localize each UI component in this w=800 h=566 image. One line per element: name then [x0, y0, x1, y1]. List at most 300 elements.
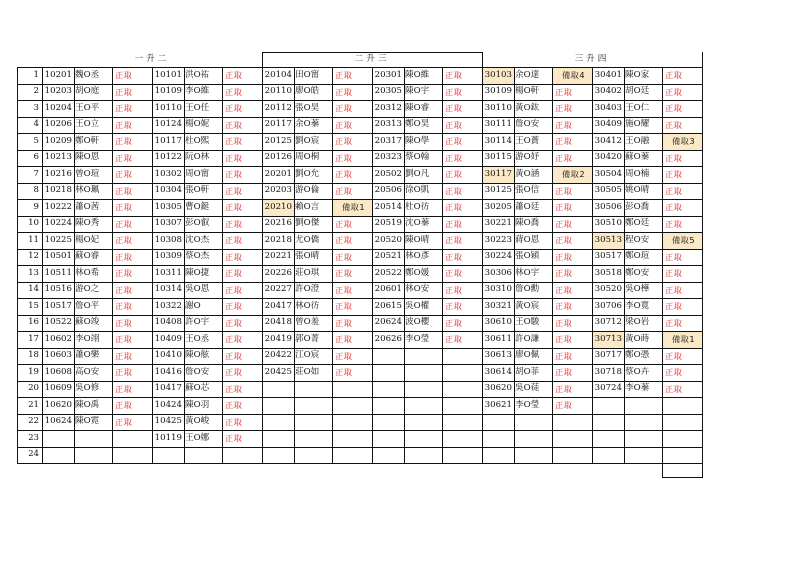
student-name: 林O彥: [405, 251, 430, 262]
row-number: 20: [28, 383, 39, 394]
student-name: 楊O妮: [185, 119, 210, 130]
student-id: 30506: [594, 201, 622, 212]
student-name: 陳O維: [405, 69, 430, 80]
student-id: 10609: [44, 383, 72, 394]
admitted-status: 正取: [445, 185, 463, 196]
student-id: 10511: [44, 267, 72, 278]
admitted-status: 正取: [115, 334, 133, 345]
student-name: 鄭O廷: [625, 218, 650, 229]
student-id: 20313: [374, 119, 402, 130]
grid-line: [482, 52, 483, 68]
student-name: 陳O睿: [405, 102, 430, 113]
student-name: 施O耀: [625, 119, 650, 130]
student-name: 姚O晴: [625, 185, 650, 196]
student-name: 余O蓁: [295, 119, 320, 130]
admitted-status: 正取: [445, 317, 463, 328]
student-name: 謝O: [185, 300, 201, 311]
admitted-status: 正取: [665, 383, 683, 394]
reserve-status: 備取1: [332, 199, 372, 216]
reserve-status: 備取2: [552, 166, 592, 183]
student-id: 30205: [484, 201, 512, 212]
student-name: 黃O峻: [185, 416, 210, 427]
admitted-status: 正取: [335, 169, 353, 180]
student-name: 王O任: [185, 102, 210, 113]
row-number: 13: [28, 267, 39, 278]
student-name: 張O軒: [185, 185, 210, 196]
admitted-status: 正取: [115, 317, 133, 328]
student-name: 蕭O樂: [75, 350, 100, 361]
student-id: 10322: [154, 300, 182, 311]
student-id: 30724: [594, 383, 622, 394]
row-number: 4: [33, 119, 39, 130]
student-name: 詹O勳: [515, 284, 540, 295]
admitted-status: 正取: [225, 235, 243, 246]
student-name: 陳O恩: [75, 152, 100, 163]
grid-line: [372, 67, 373, 464]
student-name: 蘇O芯: [185, 383, 210, 394]
student-name: 李O瑩: [515, 399, 540, 410]
student-name: 陳O霓: [75, 416, 100, 427]
student-name: 杜O熙: [185, 135, 210, 146]
student-id: 10203: [44, 86, 72, 97]
student-name: 張O昊: [295, 102, 320, 113]
row-number: 8: [33, 185, 39, 196]
row-number: 17: [28, 333, 39, 344]
admitted-status: 正取: [225, 185, 243, 196]
admitted-status: 正取: [335, 350, 353, 361]
admitted-status: 正取: [225, 202, 243, 213]
row-number: 15: [28, 300, 39, 311]
student-name: 黃O涵: [515, 168, 540, 179]
admitted-status: 正取: [115, 284, 133, 295]
grid-line: [17, 199, 703, 200]
student-name: 曹O鋌: [185, 201, 210, 212]
admitted-status: 正取: [445, 284, 463, 295]
student-id: 30224: [484, 251, 512, 262]
student-id: 10204: [44, 102, 72, 113]
student-name: 周O楠: [625, 168, 650, 179]
student-id: 20626: [374, 333, 402, 344]
admitted-status: 正取: [445, 268, 463, 279]
student-name: 鄭O憑: [625, 350, 650, 361]
admitted-status: 正取: [225, 251, 243, 262]
student-id: 10117: [154, 135, 182, 146]
row-number: 21: [28, 399, 39, 410]
student-id: 10304: [154, 185, 182, 196]
row-number: 12: [28, 251, 39, 262]
student-name: 陳O禹: [75, 399, 100, 410]
student-id: 10302: [154, 168, 182, 179]
student-name: 王O立: [75, 119, 100, 130]
student-id: 10216: [44, 168, 72, 179]
student-id: 30517: [594, 251, 622, 262]
admitted-status: 正取: [335, 251, 353, 262]
admitted-status: 正取: [445, 251, 463, 262]
student-name: 郭O菁: [295, 333, 320, 344]
student-name: 陳O學: [405, 135, 430, 146]
reserve-status: 備取3: [662, 133, 702, 150]
student-name: 王O平: [75, 102, 100, 113]
student-id: 30321: [484, 300, 512, 311]
student-id: 20519: [374, 218, 402, 229]
grid-line: [17, 430, 703, 431]
admitted-status: 正取: [335, 185, 353, 196]
admitted-status: 正取: [225, 152, 243, 163]
student-id: 30420: [594, 152, 622, 163]
student-id: 20425: [264, 366, 292, 377]
student-id: 20110: [264, 86, 292, 97]
student-id: 10101: [154, 69, 182, 80]
admitted-status: 正取: [335, 119, 353, 130]
admitted-status: 正取: [445, 86, 463, 97]
student-id: 30115: [484, 152, 512, 163]
student-id: 30614: [484, 366, 512, 377]
student-id: 20305: [374, 86, 402, 97]
student-id: 20221: [264, 251, 292, 262]
student-id: 10109: [154, 86, 182, 97]
student-id: 30505: [594, 185, 622, 196]
student-id: 30504: [594, 168, 622, 179]
grid-line: [17, 216, 703, 217]
student-name: 吳O權: [405, 300, 430, 311]
student-name: 陳O秀: [75, 218, 100, 229]
admitted-status: 正取: [225, 367, 243, 378]
student-id: 20201: [264, 168, 292, 179]
enrollment-sheet: [17, 52, 712, 482]
student-id: 20226: [264, 267, 292, 278]
grid-line: [17, 249, 703, 250]
student-name: 陳O喬: [515, 218, 540, 229]
student-name: 楊O妃: [75, 234, 100, 245]
student-name: 杜O彷: [405, 201, 430, 212]
student-id: 10501: [44, 251, 72, 262]
student-name: 劉O傑: [295, 218, 320, 229]
student-name: 江O宸: [295, 350, 320, 361]
student-id: 20418: [264, 317, 292, 328]
admitted-status: 正取: [665, 251, 683, 262]
student-id: 10311: [154, 267, 182, 278]
admitted-status: 正取: [115, 251, 133, 262]
student-id: 30706: [594, 300, 622, 311]
grid-line: [662, 463, 663, 478]
grid-line: [17, 133, 703, 134]
student-id: 30610: [484, 317, 512, 328]
grid-line: [222, 67, 223, 464]
row-number: 22: [28, 416, 39, 427]
row-number: 2: [33, 86, 39, 97]
student-name: 詹O安: [185, 366, 210, 377]
reserve-status: 備取5: [662, 232, 702, 249]
student-id: 10218: [44, 185, 72, 196]
student-id: 20104: [264, 69, 292, 80]
student-name: 田O甯: [295, 69, 320, 80]
admitted-status: 正取: [115, 86, 133, 97]
student-id: 10608: [44, 366, 72, 377]
student-name: 林O宇: [515, 267, 540, 278]
student-id: 30117: [482, 166, 514, 183]
student-id: 20203: [264, 185, 292, 196]
admitted-status: 正取: [225, 317, 243, 328]
grid-line: [17, 67, 703, 68]
student-id: 10417: [154, 383, 182, 394]
admitted-status: 正取: [445, 70, 463, 81]
admitted-status: 正取: [555, 185, 573, 196]
student-name: 王O融: [625, 135, 650, 146]
student-name: 王O丞: [185, 333, 210, 344]
grid-line: [17, 67, 18, 464]
student-name: 蕭O廷: [515, 201, 540, 212]
student-name: 劉O宸: [295, 135, 320, 146]
student-id: 30718: [594, 366, 622, 377]
student-id: 20506: [374, 185, 402, 196]
row-number: 16: [28, 317, 39, 328]
student-name: 林O彷: [295, 300, 320, 311]
student-name: 梁O岩: [625, 317, 650, 328]
student-id: 20117: [264, 119, 292, 130]
admitted-status: 正取: [335, 301, 353, 312]
grid-line: [17, 183, 703, 184]
student-name: 李O蓁: [625, 383, 650, 394]
admitted-status: 正取: [115, 350, 133, 361]
student-id: 30306: [484, 267, 512, 278]
student-name: 廖O佩: [515, 350, 540, 361]
admitted-status: 正取: [555, 268, 573, 279]
grid-line: [17, 364, 703, 365]
section-title: 二升三: [354, 54, 390, 65]
student-name: 黃O宸: [515, 300, 540, 311]
row-number: 23: [28, 432, 39, 443]
student-name: 鄭O軒: [75, 135, 100, 146]
student-name: 曾O羞: [295, 317, 320, 328]
row-number: 14: [28, 284, 39, 295]
admitted-status: 正取: [665, 284, 683, 295]
admitted-status: 正取: [665, 103, 683, 114]
admitted-status: 正取: [665, 119, 683, 130]
student-name: 游O妤: [515, 152, 540, 163]
student-id: 10416: [154, 366, 182, 377]
student-name: 李O翊: [75, 333, 100, 344]
student-id: 30109: [484, 86, 512, 97]
admitted-status: 正取: [665, 367, 683, 378]
admitted-status: 正取: [335, 367, 353, 378]
admitted-status: 正取: [665, 218, 683, 229]
student-name: 蔡O杰: [185, 251, 210, 262]
admitted-status: 正取: [665, 152, 683, 163]
student-id: 20301: [374, 69, 402, 80]
admitted-status: 正取: [115, 152, 133, 163]
admitted-status: 正取: [225, 334, 243, 345]
grid-line: [112, 67, 113, 464]
admitted-status: 正取: [225, 169, 243, 180]
row-number: 7: [33, 168, 39, 179]
student-id: 10602: [44, 333, 72, 344]
admitted-status: 正取: [115, 103, 133, 114]
student-name: 張O信: [515, 185, 540, 196]
grid-line: [17, 100, 703, 101]
grid-line: [662, 477, 703, 478]
grid-line: [17, 150, 703, 151]
grid-line: [514, 67, 515, 464]
student-name: 陳O晴: [405, 234, 430, 245]
student-name: 鄭O昊: [405, 119, 430, 130]
student-id: 30717: [594, 350, 622, 361]
student-id: 30110: [484, 102, 512, 113]
student-name: 程O安: [625, 234, 650, 245]
grid-line: [17, 463, 703, 464]
admitted-status: 正取: [665, 317, 683, 328]
admitted-status: 正取: [115, 268, 133, 279]
admitted-status: 正取: [225, 86, 243, 97]
student-name: 鄭O媛: [405, 267, 430, 278]
student-id: 20323: [374, 152, 402, 163]
row-number: 18: [28, 350, 39, 361]
admitted-status: 正取: [225, 70, 243, 81]
grid-line: [17, 84, 703, 85]
grid-line: [17, 117, 703, 118]
admitted-status: 正取: [115, 136, 133, 147]
student-name: 阮O林: [185, 152, 210, 163]
student-name: 黃O鈜: [515, 102, 540, 113]
grid-line: [17, 282, 703, 283]
student-name: 許O澄: [295, 284, 320, 295]
admitted-status: 正取: [445, 301, 463, 312]
student-id: 30310: [484, 284, 512, 295]
grid-line: [74, 67, 75, 464]
student-id: 20112: [264, 102, 292, 113]
admitted-status: 正取: [665, 350, 683, 361]
admitted-status: 正取: [335, 136, 353, 147]
section-title: 三升四: [574, 54, 610, 65]
grid-line: [262, 67, 263, 464]
student-name: 莊O琪: [295, 267, 320, 278]
student-name: 蘇O竣: [75, 317, 100, 328]
student-name: 波O櫻: [405, 317, 430, 328]
student-name: 許O謙: [515, 333, 540, 344]
student-name: 詹O平: [75, 300, 100, 311]
grid-line: [152, 67, 153, 464]
admitted-status: 正取: [115, 301, 133, 312]
grid-line: [17, 381, 703, 382]
student-name: 劉O允: [295, 168, 320, 179]
student-name: 王O仁: [625, 102, 650, 113]
student-id: 10516: [44, 284, 72, 295]
student-id: 20227: [264, 284, 292, 295]
grid-line: [262, 52, 263, 68]
grid-line: [184, 67, 185, 464]
grid-line: [17, 447, 703, 448]
student-id: 20502: [374, 168, 402, 179]
admitted-status: 正取: [115, 400, 133, 411]
student-id: 20417: [264, 300, 292, 311]
admitted-status: 正取: [665, 202, 683, 213]
admitted-status: 正取: [555, 367, 573, 378]
admitted-status: 正取: [555, 317, 573, 328]
student-id: 10110: [154, 102, 182, 113]
student-name: 林O珮: [75, 185, 100, 196]
student-name: 胡O廷: [625, 86, 650, 97]
student-id: 10522: [44, 317, 72, 328]
student-id: 20522: [374, 267, 402, 278]
row-number: 9: [33, 201, 39, 212]
student-name: 王O娜: [185, 432, 210, 443]
student-id: 30402: [594, 86, 622, 97]
admitted-status: 正取: [555, 400, 573, 411]
student-id: 10213: [44, 152, 72, 163]
student-name: 蔡O卉: [625, 366, 650, 377]
admitted-status: 正取: [555, 218, 573, 229]
row-number: 1: [33, 69, 39, 80]
student-name: 李O維: [185, 86, 210, 97]
grid-line: [262, 52, 483, 53]
student-id: 10206: [44, 119, 72, 130]
admitted-status: 正取: [445, 202, 463, 213]
admitted-status: 正取: [335, 235, 353, 246]
admitted-status: 正取: [115, 367, 133, 378]
admitted-status: 正取: [225, 284, 243, 295]
student-name: 魏O丞: [75, 69, 100, 80]
row-number: 19: [28, 366, 39, 377]
admitted-status: 正取: [665, 70, 683, 81]
student-id: 10314: [154, 284, 182, 295]
student-id: 30712: [594, 317, 622, 328]
admitted-status: 正取: [445, 119, 463, 130]
student-id: 30221: [484, 218, 512, 229]
student-name: 陳O舷: [185, 350, 210, 361]
student-id: 10424: [154, 399, 182, 410]
grid-line: [17, 331, 703, 332]
student-id: 30613: [484, 350, 512, 361]
student-name: 許O宇: [185, 317, 210, 328]
row-number: 6: [33, 152, 39, 163]
student-id: 10307: [154, 218, 182, 229]
grid-line: [17, 414, 703, 415]
student-name: 曾O瑄: [75, 168, 100, 179]
admitted-status: 正取: [335, 334, 353, 345]
student-id: 10408: [154, 317, 182, 328]
student-name: 李O寬: [625, 300, 650, 311]
student-name: 王O蕢: [515, 135, 540, 146]
student-id: 20126: [264, 152, 292, 163]
admitted-status: 正取: [555, 301, 573, 312]
student-name: 吳O樺: [625, 284, 650, 295]
student-name: 徐O凱: [405, 185, 430, 196]
admitted-status: 正取: [225, 119, 243, 130]
student-name: 蕭O茜: [75, 201, 100, 212]
student-id: 20514: [374, 201, 402, 212]
student-id: 30125: [484, 185, 512, 196]
student-name: 黃O蒔: [625, 333, 650, 344]
student-id: 30114: [484, 135, 512, 146]
student-name: 賴O言: [295, 201, 320, 212]
student-id: 30103: [482, 67, 514, 84]
admitted-status: 正取: [555, 202, 573, 213]
admitted-status: 正取: [115, 416, 133, 427]
reserve-status: 備取1: [662, 331, 702, 348]
student-id: 10603: [44, 350, 72, 361]
student-id: 30518: [594, 267, 622, 278]
grid-line: [17, 315, 703, 316]
student-name: 李O瑩: [405, 333, 430, 344]
grid-line: [332, 67, 333, 464]
section-title: 一升二: [134, 54, 170, 65]
admitted-status: 正取: [445, 334, 463, 345]
student-id: 20521: [374, 251, 402, 262]
student-id: 10410: [154, 350, 182, 361]
grid-line: [404, 67, 405, 464]
grid-line: [17, 397, 703, 398]
grid-line: [442, 67, 443, 464]
student-id: 10124: [154, 119, 182, 130]
